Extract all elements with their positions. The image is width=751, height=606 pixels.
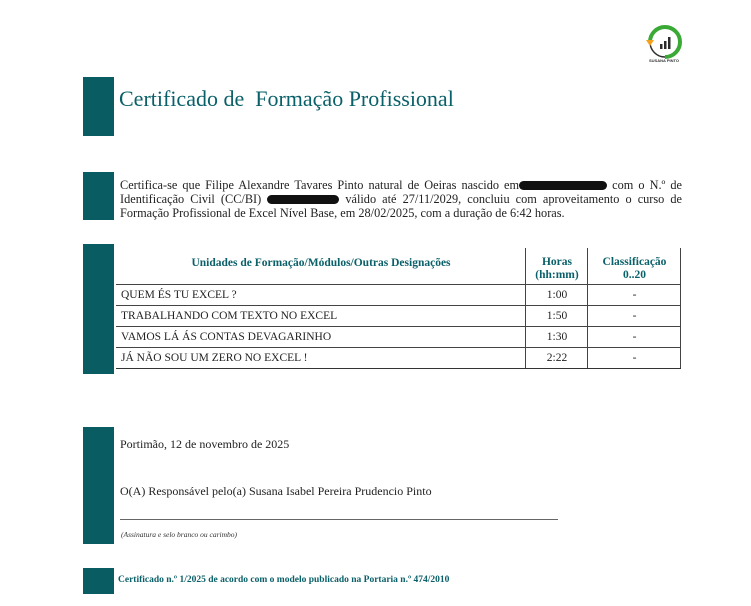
intro-text-1: Certifica-se que Filipe Alexandre Tavares Pinto natural de Oeiras nascido em <box>120 178 520 192</box>
intro-paragraph <box>120 178 682 220</box>
intro-text-2: com o N.º de Identificação Civil (CC/BI) <box>120 178 682 206</box>
title-accent-bar <box>83 77 114 136</box>
module-hours: 2:22 <box>546 352 568 364</box>
module-hours: 1:30 <box>546 331 568 343</box>
table-row <box>116 284 681 305</box>
table-row <box>116 347 681 368</box>
table-header <box>116 248 681 284</box>
header-units: Unidades de Formação/Módulos/Outras Designações <box>191 257 451 269</box>
header-grade <box>588 256 681 282</box>
module-grade: - <box>632 289 637 301</box>
modules-table <box>116 248 681 369</box>
signature-accent-bar <box>83 427 114 544</box>
page-title: Certificado de Formação Profissional <box>119 86 454 111</box>
intro-text-3: válido até 27/11/2029, concluiu com aproveitamento o curso de Formação Profissional de Excel Nível Base, em 28/02/2025, com a duração de 6:42 horas. <box>120 192 683 220</box>
module-hours: 1:50 <box>546 310 568 322</box>
signature-line <box>120 519 558 520</box>
signature-note: (Assinatura e selo branco ou carimbo) <box>121 530 238 539</box>
footer-accent-bar <box>83 568 114 594</box>
header-hours-line1: Horas <box>541 256 573 268</box>
table-row <box>116 305 681 326</box>
intro-accent-bar <box>83 172 114 220</box>
module-name: QUEM ÉS TU EXCEL ? <box>121 289 237 301</box>
responsible-person: O(A) Responsável pelo(a) Susana Isabel Pereira Prudencio Pinto <box>120 484 432 498</box>
logo-text: SUSANA PINTO <box>648 58 679 63</box>
redaction-birthdate <box>519 181 607 190</box>
table-accent-bar <box>83 244 114 374</box>
redaction-id-number <box>267 195 339 204</box>
header-grade-line1: Classificação <box>602 256 667 268</box>
module-hours: 1:00 <box>546 289 568 301</box>
header-hours-line2: (hh:mm) <box>535 269 579 281</box>
certificate-footer: Certificado n.º 1/2025 de acordo com o modelo publicado na Portaria n.º 474/2010 <box>118 575 450 585</box>
module-name: JÁ NÃO SOU UM ZERO NO EXCEL ! <box>121 352 308 364</box>
header-grade-line2: 0..20 <box>623 269 646 281</box>
module-grade: - <box>632 331 637 343</box>
place-and-date: Portimão, 12 de novembro de 2025 <box>120 437 290 451</box>
table-row <box>116 326 681 347</box>
module-grade: - <box>632 352 637 364</box>
module-name: TRABALHANDO COM TEXTO NO EXCEL <box>121 310 338 322</box>
module-name: VAMOS LÁ ÁS CONTAS DEVAGARINHO <box>121 331 332 343</box>
module-grade: - <box>632 310 637 322</box>
header-hours <box>526 256 588 282</box>
